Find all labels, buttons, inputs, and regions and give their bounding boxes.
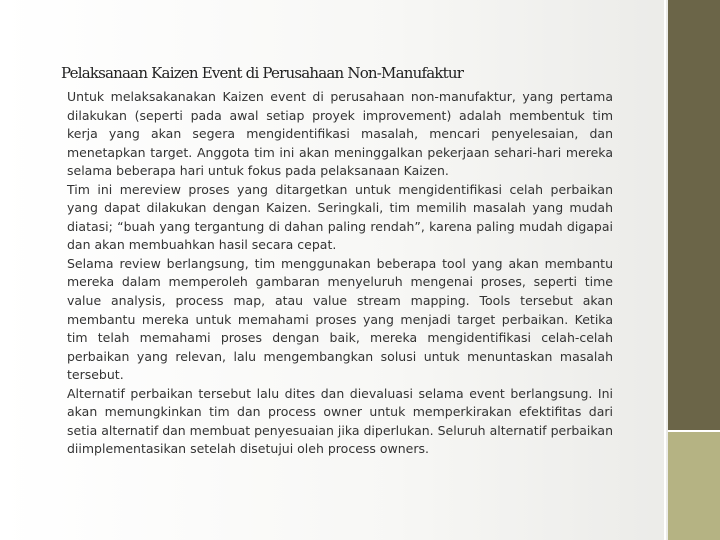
paragraph-2: Tim ini mereview proses yang ditargetkan untuk mengidentifikasi celah perbaikan yang dapat dilakukan dengan Kaizen. Seringkali, tim memilih masalah yang mudah diatasi; “buah yang tergantung di dahan paling rendah”, karena paling mudah digapai dan akan membuahkan hasil secara cepat. <box>67 181 613 253</box>
slide-title: Pelaksanaan Kaizen Event di Perusahaan Non-Manufaktur <box>61 64 464 82</box>
paragraph-1: Untuk melaksakanakan Kaizen event di perusahaan non-manufaktur, yang pertama dilakukan (seperti pada awal setiap proyek improvement) adalah membentuk tim kerja yang akan segera mengidentifikasi masalah, mencari penyelesaian, dan menetapkan target. Anggota tim ini akan meninggalkan pekerjaan sehari-hari mereka selama beberapa hari untuk fokus pada pelaksanaan Kaizen. <box>67 89 613 179</box>
paragraph-3: Selama review berlangsung, tim menggunakan beberapa tool yang akan membantu mereka dalam memperoleh gambaran menyeluruh mengenai proses, seperti time value analysis, process map, atau value stream mapping. Tools tersebut akan membantu mereka untuk memahami proses yang menjadi target perbaikan. Ketika tim telah memahami proses dengan baik, mereka mengidentifikasi celah-celah perbaikan yang relevan, lalu mengembangkan solusi untuk menuntaskan masalah tersebut. <box>67 255 613 383</box>
paragraph-4: Alternatif perbaikan tersebut lalu dites dan dievaluasi selama event berlangsung. Ini akan memungkinkan tim dan process owner untuk memperkirakan efektifitas dari setia alternatif dan membuat penyesuaian jika diperlukan. Seluruh alternatif perbaikan diimplementasikan setelah disetujui oleh process owners. <box>67 385 613 457</box>
slide-body <box>67 88 613 459</box>
side-band-dark <box>668 0 720 432</box>
divider-line <box>664 0 666 540</box>
side-band-light <box>668 432 720 540</box>
